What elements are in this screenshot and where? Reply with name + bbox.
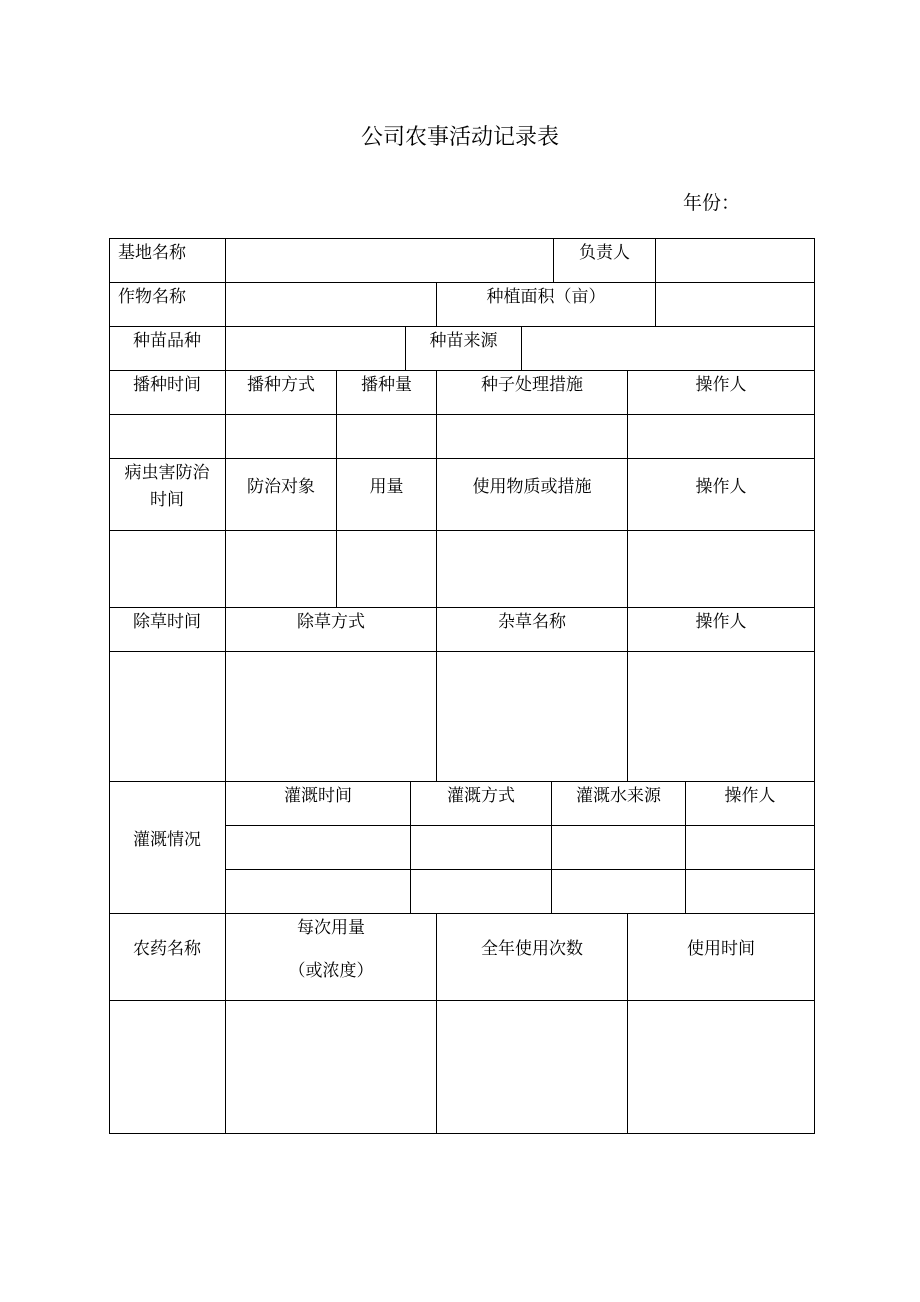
input-plant-area[interactable]	[656, 283, 814, 326]
header-pesticide-name: 农药名称	[133, 939, 201, 959]
header-pest-time-line2: 时间	[150, 490, 184, 510]
label-manager: 负责人	[579, 243, 630, 263]
input-manager[interactable]	[656, 239, 814, 282]
header-sowing-method: 播种方式	[247, 375, 315, 395]
input-base-name[interactable]	[226, 239, 553, 282]
input-seedling-source[interactable]	[522, 327, 814, 370]
header-dose-line1: 每次用量	[297, 918, 365, 938]
record-table	[109, 238, 815, 1134]
header-use-time: 使用时间	[687, 939, 755, 959]
header-sowing-time: 播种时间	[133, 375, 201, 395]
label-seedling-variety: 种苗品种	[133, 331, 201, 351]
header-seed-treatment: 种子处理措施	[481, 375, 583, 395]
page-title: 公司农事活动记录表	[360, 125, 559, 150]
header-weeding-operator: 操作人	[695, 612, 747, 632]
header-weed-name: 杂草名称	[498, 612, 566, 632]
label-crop-name: 作物名称	[118, 287, 186, 307]
year-label: 年份：	[683, 192, 741, 214]
input-seedling-variety[interactable]	[226, 327, 405, 370]
header-irrigation-operator: 操作人	[724, 786, 776, 806]
header-annual-count: 全年使用次数	[481, 939, 583, 959]
label-plant-area: 种植面积（亩）	[486, 287, 606, 307]
header-pest-operator: 操作人	[695, 477, 747, 497]
header-weeding-time: 除草时间	[133, 612, 201, 632]
header-irrigation-method: 灌溉方式	[447, 786, 515, 806]
input-crop-name[interactable]	[226, 283, 436, 326]
label-seedling-source: 种苗来源	[429, 331, 498, 351]
header-dose-line2: （或浓度）	[288, 961, 374, 981]
header-pest-substance: 使用物质或措施	[472, 477, 592, 497]
header-sowing-operator: 操作人	[695, 375, 747, 395]
header-pest-dosage: 用量	[369, 477, 404, 497]
header-irrigation-water-source: 灌溉水来源	[576, 786, 661, 806]
label-base-name: 基地名称	[118, 243, 186, 263]
header-weeding-method: 除草方式	[297, 612, 365, 632]
header-pest-target: 防治对象	[247, 477, 315, 497]
header-irrigation-time: 灌溉时间	[284, 786, 352, 806]
header-pest-time-line1: 病虫害防治	[124, 463, 210, 483]
label-irrigation: 灌溉情况	[133, 830, 201, 850]
header-sowing-amount: 播种量	[361, 375, 412, 395]
